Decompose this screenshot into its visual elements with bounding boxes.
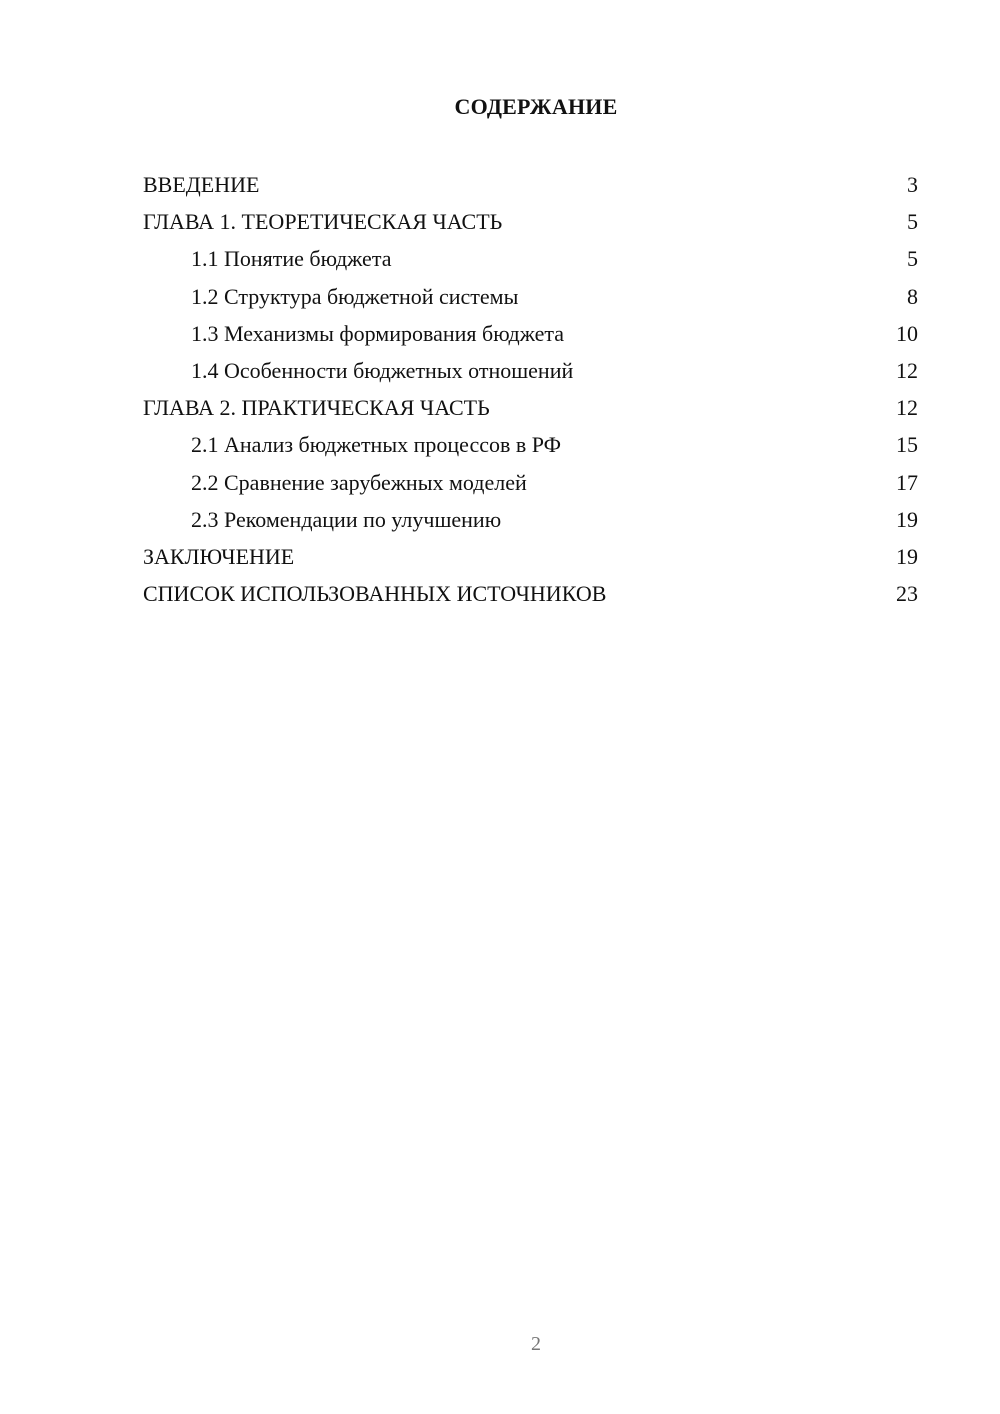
toc-entry-page: 5 — [907, 209, 918, 235]
toc-title: СОДЕРЖАНИЕ — [454, 94, 618, 119]
toc-entry-page: 15 — [896, 432, 918, 458]
toc-entry-page: 19 — [896, 506, 918, 532]
toc-entry-references — [143, 575, 918, 612]
toc-entry-label: 1.3 Механизмы формирования бюджета — [191, 320, 565, 346]
toc-entry-page: 10 — [896, 320, 918, 346]
toc-entry-label: 1.4 Особенности бюджетных отношений — [191, 357, 574, 383]
toc-entry-label: 1.2 Структура бюджетной системы — [191, 283, 519, 309]
toc-entry-label: 1.1 Понятие бюджета — [191, 246, 392, 272]
toc-entry-label: ГЛАВА 1. ТЕОРЕТИЧЕСКАЯ ЧАСТЬ — [143, 209, 503, 235]
toc-entry-label: 2.3 Рекомендации по улучшению — [191, 506, 502, 532]
toc-entry-section-1-1 — [143, 240, 918, 277]
toc-entry-label: 2.1 Анализ бюджетных процессов в РФ — [191, 432, 562, 458]
toc-entry-page: 12 — [896, 357, 918, 383]
toc-entry-chapter-2 — [143, 389, 918, 426]
toc-entry-section-2-3 — [143, 501, 918, 538]
toc-entry-label: 2.2 Сравнение зарубежных моделей — [191, 469, 527, 495]
toc-entry-page: 23 — [896, 581, 918, 607]
toc-entry-conclusion — [143, 538, 918, 575]
toc-entry-label: ВВЕДЕНИЕ — [143, 172, 260, 197]
toc-entry-label: ГЛАВА 2. ПРАКТИЧЕСКАЯ ЧАСТЬ — [143, 395, 490, 421]
toc-entry-page: 12 — [896, 395, 918, 421]
page-number: 2 — [531, 1333, 541, 1355]
toc-entry-section-2-2 — [143, 464, 918, 501]
toc-entry-section-1-2 — [143, 278, 918, 315]
toc-entry-label: СПИСОК ИСПОЛЬЗОВАННЫХ ИСТОЧНИКОВ — [143, 581, 607, 607]
toc-entry-page: 8 — [907, 283, 918, 309]
toc-entry-page: 19 — [896, 543, 918, 569]
table-of-contents — [143, 166, 918, 612]
toc-entry-section-1-3 — [143, 315, 918, 352]
toc-entry-section-1-4 — [143, 352, 918, 389]
toc-entry-page: 17 — [896, 469, 918, 495]
toc-entry-introduction — [143, 166, 918, 203]
toc-entry-page: 5 — [907, 246, 918, 272]
toc-entry-section-2-1 — [143, 426, 918, 463]
toc-entry-page: 3 — [907, 172, 918, 197]
toc-entry-chapter-1 — [143, 203, 918, 240]
toc-entry-label: ЗАКЛЮЧЕНИЕ — [143, 543, 295, 569]
